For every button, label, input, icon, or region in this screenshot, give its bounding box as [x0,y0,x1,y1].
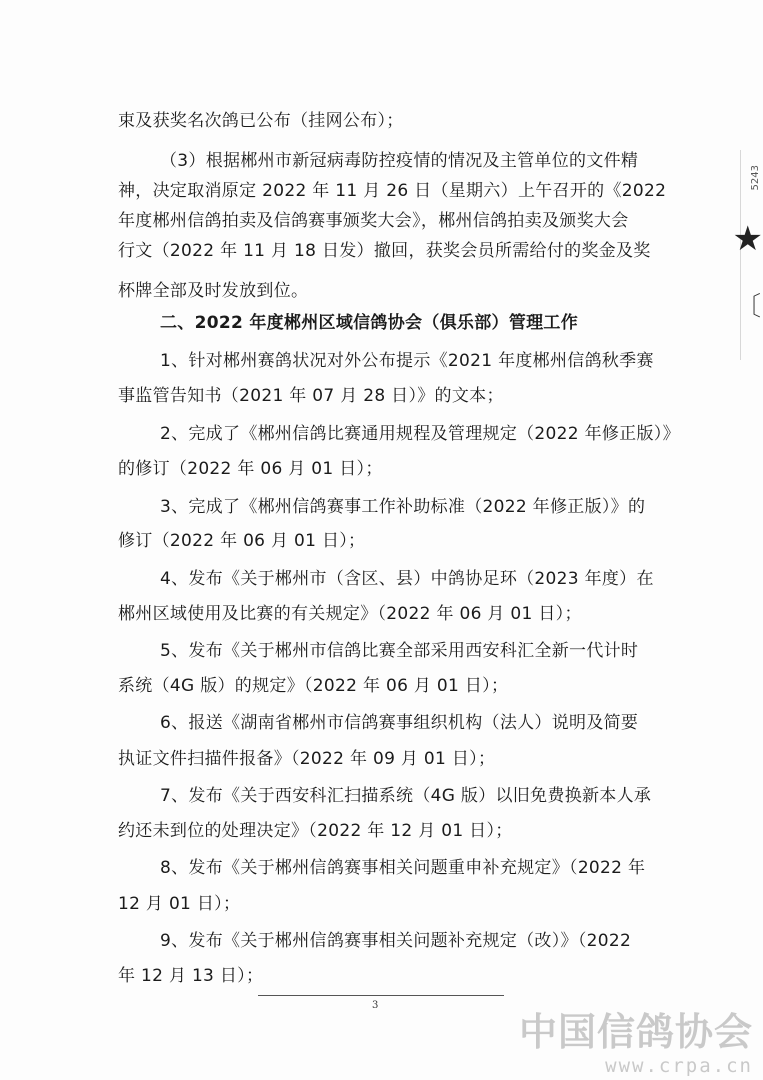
text-line: 杯牌全部及时发放到位。 [118,281,309,301]
footer-divider [258,995,504,996]
text-line: 9、发布《关于郴州信鸽赛事相关问题补充规定（改）》（2022 [160,931,632,951]
text-line: 系统（4G 版）的规定》（2022 年 06 月 01 日）； [118,676,509,696]
text-line: 行文（2022 年 11 月 18 日发）撤回，获奖会员所需给付的奖金及奖 [118,241,651,261]
text-line: 6、报送《湖南省郴州市信鸽赛事组织机构（法人）说明及简要 [160,713,639,733]
text-line: 神，决定取消原定 2022 年 11 月 26 日（星期六）上午召开的《2022 [118,181,667,201]
text-line: 1、针对郴州赛鸽状况对外公布提示《2021 年度郴州信鸽秋季赛 [160,351,654,371]
text-line: 修订（2022 年 06 月 01 日）； [118,531,366,551]
star-icon: ★ [732,219,763,259]
text-line: 3、完成了《郴州信鸽赛事工作补助标准（2022 年修正版）》的 [160,497,646,517]
text-line: （3）根据郴州市新冠病毒防控疫情的情况及主管单位的文件精 [160,151,639,171]
text-line: 事监管告知书（2021 年 07 月 28 日）》的文本； [118,386,504,406]
watermark [519,1010,753,1078]
text-line: 年 12 月 13 日）； [118,966,264,986]
text-line: 2、完成了《郴州信鸽比赛通用规程及管理规定（2022 年修正版）》 [160,424,680,444]
text-line: 4、发布《关于郴州市（含区、县）中鸽协足环（2023 年度）在 [160,569,654,589]
text-line: 年度郴州信鸽拍卖及信鸽赛事颁奖大会》，郴州信鸽拍卖及颁奖大会 [118,211,629,231]
text-line: 执证文件扫描件报备》（2022 年 09 月 01 日）； [118,749,496,769]
watermark-name: 中国信鸽协会 [518,1010,753,1054]
text-line: 7、发布《关于西安科汇扫描系统（4G 版）以旧免费换新本人承 [160,786,652,806]
text-line: 5、发布《关于郴州市信鸽比赛全部采用西安科汇全新一代计时 [160,641,639,661]
text-line: 约还未到位的处理决定》（2022 年 12 月 01 日）； [118,821,513,841]
text-line: 的修订（2022 年 06 月 01 日）； [118,459,383,479]
text-line: 8、发布《关于郴州信鸽赛事相关问题重申补充规定》（2022 年 [160,858,646,878]
edge-seal-mark: 〔 [734,292,761,322]
page-number: 3 [372,1000,379,1011]
text-line: 郴州区域使用及比赛的有关规定》（2022 年 06 月 01 日）； [118,604,582,624]
section-heading: 二、2022 年度郴州区域信鸽协会（俱乐部）管理工作 [160,313,579,333]
text-line: 12 月 01 日）； [118,894,241,914]
edge-stamp-number: 5243 [750,165,761,191]
watermark-url: www.crpa.cn [605,1055,753,1077]
text-line: 束及获奖名次鸽已公布（挂网公布）； [118,111,404,131]
